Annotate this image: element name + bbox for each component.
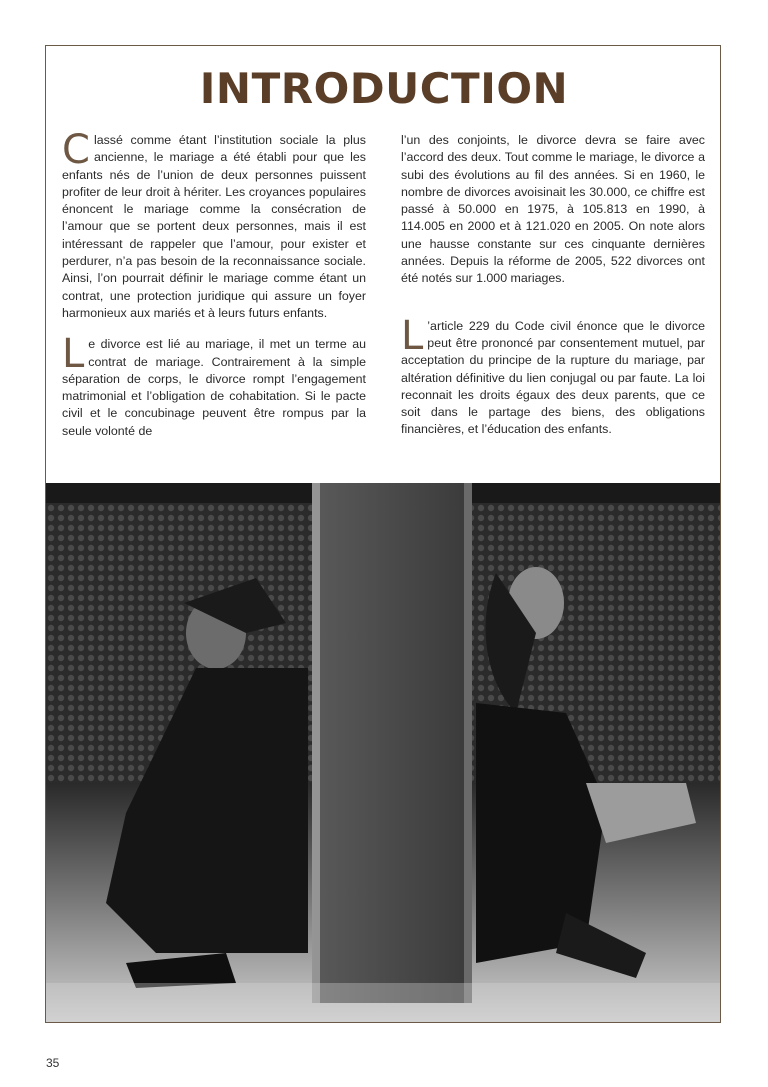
paragraph bbox=[401, 132, 705, 288]
left-column bbox=[62, 127, 366, 453]
drop-cap: L bbox=[401, 312, 424, 359]
drop-cap: C bbox=[62, 127, 90, 173]
page-title: INTRODUCTION bbox=[199, 64, 569, 113]
paragraph-text: ’article 229 du Code civil énonce que le divorce peut être prononcé par consentement mutuel, par acceptation du principe de la rupture du mariage, par altération définitive du lien conjugal ou par faute. La loi reconnait les droits égaux des deux parents, que ce soit dans le partage des biens, des obligations financières, et l’éducation des enfants. bbox=[401, 318, 705, 437]
paragraph-text: l’un des conjoints, le divorce devra se faire avec l’accord des deux. Tout comme le mariage, le divorce a subi des évolutions au fil des années. Si en 1960, le nombre de divorces avoisinait les 30.000, ce chiffre est passé à 50.000 en 1975, à 105.813 en 1990, à 114.005 en 2000 et à 121.020 en 2005. On note alors une hausse constante sur ces cinquante dernières années. Depuis la réforme de 2005, 522 divorces ont été notés sur 1.000 mariages. bbox=[401, 133, 705, 286]
pillar bbox=[312, 483, 472, 1003]
paragraph-text: e divorce est lié au mariage, il met un terme au contrat de mariage. Contrairement à la simple séparation de corps, le divorce rompt l’engagement matrimonial et l’obligation de cohabitation. Si le pacte civil et le concubinage peuvent être rompus par la seule volonté de bbox=[62, 337, 366, 438]
right-column bbox=[401, 132, 705, 452]
paragraph bbox=[401, 312, 705, 439]
paragraph bbox=[62, 127, 366, 322]
couple-photo bbox=[46, 483, 720, 1022]
paragraph bbox=[62, 331, 366, 440]
drop-cap: L bbox=[62, 331, 85, 378]
paragraph-text: lassé comme étant l’institution sociale la plus ancienne, le mariage a été établi pour que les enfants nés de l’union de deux personnes puissent profiter de leur droit à hériter. Les croyances populaires énoncent le mariage comme la consécration de l’amour que se portent deux personnes, mais il est intéressant de rappeler que l’amour, pour exister et perdurer, n’a pas besoin de la reconnaissance sociale. Ainsi, l’on pourrait définir le mariage comme étant un contrat, une protection juridique qui assure un foyer harmonieux aux mariés et à leurs futurs enfants. bbox=[62, 133, 366, 320]
page-number: 35 bbox=[46, 1056, 60, 1070]
